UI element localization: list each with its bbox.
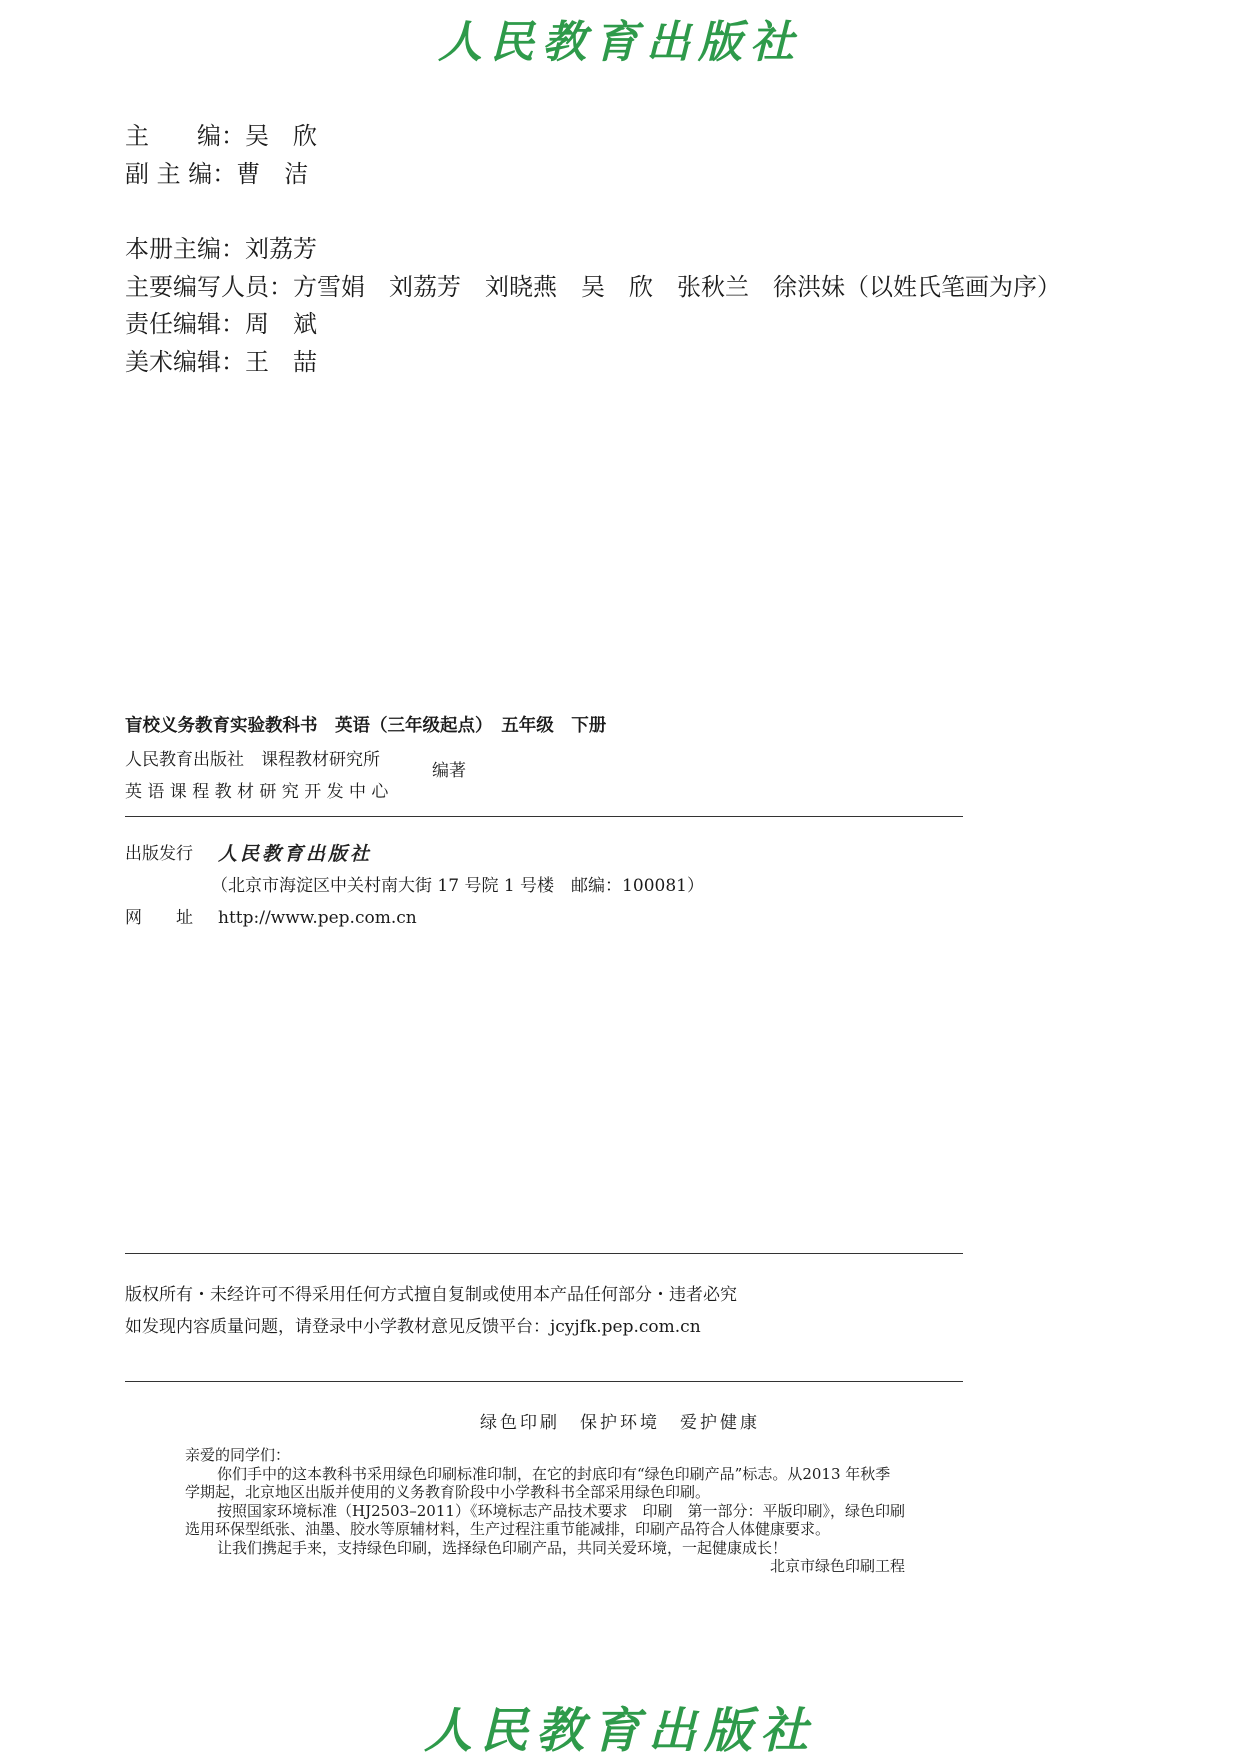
publisher-logo-bottom: 人民教育出版社 (423, 1703, 816, 1759)
copyright-line-1: 版权所有・未经许可不得采用任何方式擅自复制或使用本产品任何部分・违者必究 (125, 1285, 737, 1305)
author-line-1: 人民教育出版社 课程教材研究所 (125, 750, 380, 770)
deputy-editor: 曹 洁 (236, 159, 309, 188)
volume-editor: 刘荔芳 (245, 235, 317, 263)
responsible-editor-row: 责任编辑：周 斌 (125, 310, 317, 338)
letter-paragraph-3: 让我们携起手来，支持绿色印刷，选择绿色印刷产品，共同关爱环境，一起健康成长！ (217, 1538, 788, 1557)
divider-2 (125, 1253, 963, 1254)
author-line-2: 英语课程教材研究开发中心 (125, 782, 394, 802)
publication-info (125, 838, 975, 934)
chief-editor-row: 主 编：吴 欣 (125, 122, 317, 150)
letter-paragraph-1: 你们手中的这本教科书采用绿色印刷标准印制，在它的封底印有“绿色印刷产品”标志。从2013 年秋季学期起，北京地区出版并使用的义务教育阶段中小学教科书全部采用绿色印刷。 (185, 1464, 891, 1501)
letter-greeting: 亲爱的同学们： (185, 1446, 291, 1464)
publisher-logo-inline: 人民教育出版社 (218, 843, 373, 865)
publisher-address: （北京市海淀区中关村南大街 17 号院 1 号楼 邮编：100081） (211, 876, 704, 896)
green-print-title: 绿色印刷 保护环境 爱护健康 (480, 1413, 760, 1433)
writers: 方雪娟 刘荔芳 刘晓燕 吴 欣 张秋兰 徐洪妹（以姓氏笔画为序） (293, 272, 1061, 301)
art-editor-row: 美术编辑：王 喆 (125, 347, 317, 376)
website-link[interactable]: http://www.pep.com.cn (218, 908, 417, 928)
publisher-logo-top: 人民教育出版社 (438, 17, 802, 68)
book-authors (125, 744, 394, 808)
art-editor: 王 喆 (245, 347, 317, 376)
website-label: 网 址 (125, 908, 193, 928)
book-title: 盲校义务教育实验教科书 英语（三年级起点） 五年级 下册 (125, 716, 607, 736)
copyright-notice (125, 1279, 737, 1343)
divider-1 (125, 816, 963, 817)
deputy-editor-row: 副 主 编：曹 洁 (125, 159, 309, 188)
divider-3 (125, 1381, 963, 1382)
chief-editor: 吴 欣 (245, 122, 317, 150)
writers-row: 主要编写人员：方雪娟 刘荔芳 刘晓燕 吴 欣 张秋兰 徐洪妹（以姓氏笔画为序） (125, 272, 1061, 301)
compiled-label: 编著 (432, 761, 466, 781)
volume-editor-row: 本册主编：刘荔芳 (125, 235, 317, 263)
responsible-editor: 周 斌 (245, 310, 317, 338)
letter-paragraph-2: 按照国家环境标准（HJ2503–2011）《环境标志产品技术要求 印刷 第一部分：平版印刷》，绿色印刷选用环保型纸张、油墨、胶水等原辅材料，生产过程注重节能减排，印刷产品符合人体健康要求。 (185, 1501, 905, 1538)
green-print-letter (185, 1446, 905, 1576)
publisher-label: 出版发行 (125, 844, 193, 864)
editorial-credits (125, 118, 1061, 381)
copyright-line-2: 如发现内容质量问题，请登录中小学教材意见反馈平台：jcyjfk.pep.com.cn (125, 1317, 701, 1337)
letter-signature: 北京市绿色印刷工程 (769, 1557, 905, 1575)
